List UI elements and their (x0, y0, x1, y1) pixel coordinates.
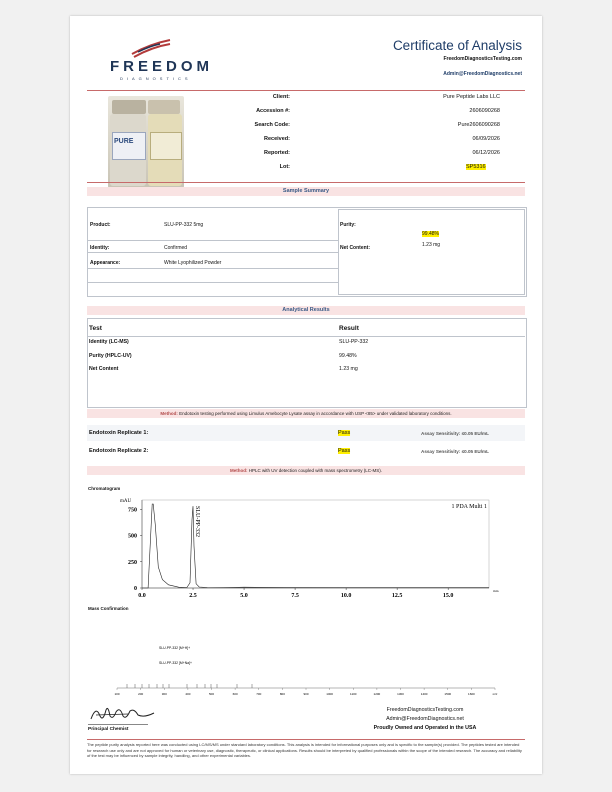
search-label: Search Code: (254, 122, 290, 128)
search-value: Pure2606090268 (457, 122, 500, 128)
mass-confirmation-title: Mass Confirmation (88, 606, 129, 611)
purity-panel (338, 209, 525, 295)
endotoxin-row (87, 443, 525, 459)
x-tick-label: 7.5 (291, 593, 299, 599)
x-axis-label: min (493, 589, 499, 593)
x-tick-label: 1400 (420, 692, 428, 696)
hplc-method: Method: HPLC with UV detection coupled with mass spectrometry (LC-MS). (87, 466, 525, 475)
x-tick-label: 1300 (397, 692, 404, 696)
reported-value: 06/12/2026 (472, 150, 500, 156)
reported-label: Reported: (264, 150, 290, 156)
accession-value: 2606090268 (469, 108, 500, 114)
appearance-value: White Lyophilized Powder (164, 260, 222, 266)
received-label: Received: (264, 136, 290, 142)
brand-sub: DIAGNOSTICS (120, 76, 192, 81)
x-tick-label: 1600 (468, 692, 475, 696)
endotoxin-sensitivity: Assay Sensitivity: ≤0.05 EU/mL (421, 449, 489, 454)
appearance-label: Appearance: (90, 260, 121, 266)
peak-label: SLU-PP-332 (194, 506, 201, 538)
header-email: Admin@FreedomDiagnostics.net (443, 71, 522, 77)
footer-website: FreedomDiagnosticsTesting.com (386, 707, 464, 713)
test-name: Purity (HPLC-UV) (89, 353, 132, 359)
chromatogram-title: Chromatogram (88, 486, 121, 491)
annotation: SLU-PP-332 [M+Na]+ (159, 661, 192, 665)
y-tick-label: 250 (128, 559, 137, 566)
x-tick-label: 600 (232, 692, 238, 696)
table-row (89, 339, 509, 350)
endotoxin-sensitivity: Assay Sensitivity: ≤0.05 EU/mL (421, 431, 489, 436)
product-value: SLU-PP-332 5mg (164, 222, 204, 228)
test-result: 1.23 mg (339, 366, 358, 372)
client-label: Client: (272, 94, 290, 100)
endotoxin-result: Pass (338, 448, 351, 454)
x-tick-label: 1100 (350, 692, 357, 696)
identity-label: Identity: (90, 245, 110, 251)
y-tick-label: 500 (128, 533, 137, 540)
col-test: Test (89, 325, 102, 332)
chromatogram-chart (87, 492, 525, 602)
client-value: Pure Peptide Labs LLC (443, 94, 500, 100)
test-name: Identity (LC-MS) (89, 339, 129, 345)
signature-line (88, 724, 148, 725)
col-result: Result (339, 325, 359, 332)
net-content-label: Net Content: (340, 245, 370, 251)
endotoxin-method: Method: Endotoxin testing performed using Limulus Amebocyte Lysate assay in accordance with USP <85> under validated laboratory conditions. (87, 409, 525, 418)
summary-rule (87, 240, 338, 241)
test-result: SLU-PP-332 (339, 339, 369, 345)
summary-rule (87, 268, 338, 269)
x-tick-label: 500 (208, 692, 215, 696)
test-result: 99.48% (339, 353, 357, 359)
net-content-value: 1.23 mg (422, 242, 441, 248)
annotation: SLU-PP-332 [M+H]+ (159, 646, 191, 650)
info-divider (87, 182, 525, 183)
accession-label: Accession #: (256, 108, 290, 114)
x-tick-label: 800 (279, 692, 285, 696)
signer-title: Principal Chemist (88, 727, 129, 732)
header-divider (87, 90, 525, 91)
results-rule (87, 336, 525, 337)
y-tick-label: 750 (128, 507, 137, 514)
summary-rule (87, 282, 338, 283)
footer-divider (87, 739, 525, 740)
x-tick-label: 1000 (326, 692, 333, 696)
x-tick-label: 700 (256, 692, 262, 696)
sample-summary-heading: Sample Summary (87, 187, 525, 196)
product-photo (108, 96, 184, 188)
vial-label: PURE (114, 138, 134, 145)
x-tick-label: 12.5 (391, 593, 403, 599)
trace-label: 1 PDA Multi 1 (451, 504, 487, 510)
table-row (89, 366, 509, 377)
y-axis-label: mAU (120, 499, 132, 504)
x-tick-label: 200 (138, 692, 144, 696)
x-tick-label: 0.0 (138, 593, 146, 599)
table-row (89, 353, 509, 364)
footer-contact (325, 706, 525, 733)
footer-email: Admin@FreedomDiagnostics.net (386, 716, 464, 722)
certificate-page (70, 16, 542, 774)
lot-label: Lot: (279, 164, 290, 170)
purity-label: Purity: (340, 222, 356, 228)
logo-flag-icon (130, 38, 172, 58)
footer-tagline: Proudly Owned and Operated in the USA (373, 725, 477, 731)
header-website: FreedomDiagnosticsTesting.com (443, 56, 522, 62)
x-tick-label: 300 (161, 692, 167, 696)
x-tick-label: 100 (114, 692, 120, 696)
disclaimer: The peptide purity analysis reported here was conducted using LC/MS/MS under standard laboratory conditions. This analysis is intended for informational purposes only and is specific to the sample(s) provided. The peptides tested are intended for research use only and are not approved for human or veterinary use, diagnostic, therapeutic, or clinical applications. Results should be interpreted by qualified professionals within the scope of the intended research. The accuracy and reliability of the test may be influenced by sample integrity, handling, and other experimental variables. (87, 742, 522, 758)
endotoxin-result: Pass (338, 430, 351, 436)
mass-spec-chart (87, 612, 525, 704)
x-tick-label: 900 (303, 692, 309, 696)
analytical-results-heading: Analytical Results (87, 306, 525, 315)
x-tick-label: 10.0 (340, 593, 352, 599)
received-value: 06/09/2026 (472, 136, 500, 142)
x-tick-label: 1200 (373, 692, 381, 696)
signature (88, 702, 158, 724)
x-tick-label: 15.0 (442, 593, 454, 599)
brand-name: FREEDOM (110, 58, 213, 75)
endotoxin-label: Endotoxin Replicate 2: (89, 448, 149, 454)
results-header (89, 325, 509, 336)
x-tick-label: m/z (492, 692, 498, 696)
identity-value: Confirmed (164, 245, 188, 251)
test-name: Net Content (89, 366, 119, 372)
lot-value: SP5316 (466, 164, 486, 170)
y-tick-label: 0 (134, 586, 137, 592)
endotoxin-row (87, 425, 525, 441)
purity-value: 99.48% (422, 231, 439, 237)
x-tick-label: 1500 (444, 692, 452, 696)
x-tick-label: 2.5 (189, 593, 197, 599)
endotoxin-label: Endotoxin Replicate 1: (89, 430, 149, 436)
x-tick-label: 400 (185, 692, 191, 696)
x-tick-label: 5.0 (240, 593, 248, 599)
summary-rule (87, 252, 338, 253)
page-title: Certificate of Analysis (392, 38, 522, 53)
product-label: Product: (90, 222, 111, 228)
